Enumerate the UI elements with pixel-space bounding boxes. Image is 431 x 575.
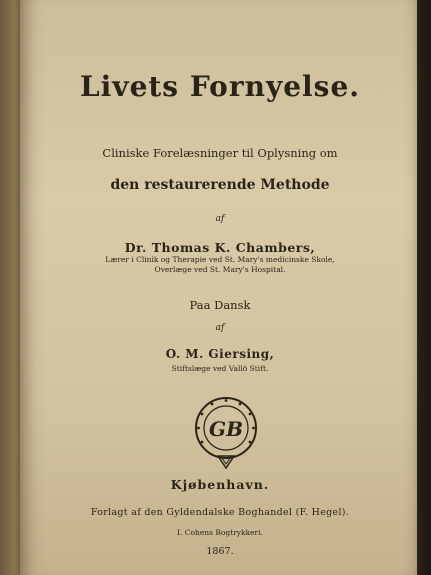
- publisher-seal-icon: [190, 394, 262, 472]
- seal-monogram: GB: [209, 417, 243, 441]
- author-name: Dr. Thomas K. Chambers,: [124, 240, 316, 255]
- book-title: Livets Fornyelse.: [79, 70, 361, 103]
- publication-year: 1867.: [206, 546, 234, 557]
- translator-affiliation: Stiftslæge ved Vallö Stift.: [171, 364, 269, 373]
- printer-line: I. Cohens Bogtrykkeri.: [177, 528, 263, 537]
- author-affiliation-1: Lærer i Clinik og Therapie ved St. Mary's medicinske Skole,: [105, 255, 335, 264]
- subtitle-line-2: den restaurerende Methode: [110, 177, 330, 193]
- publisher-line: Forlagt af den Gyldendalske Boghandel (F. Hegel).: [90, 507, 350, 518]
- author-affiliation-2: Overlæge ved St. Mary's Hospital.: [154, 265, 286, 274]
- subtitle-line-1: Cliniske Forelæsninger til Oplysning om: [102, 146, 338, 160]
- language-note: Paa Dansk: [189, 298, 251, 312]
- by-word-translator: af: [215, 323, 225, 333]
- by-word: af: [215, 214, 225, 224]
- publication-city: Kjøbenhavn.: [170, 477, 270, 492]
- translator-name: O. M. Giersing,: [165, 347, 275, 361]
